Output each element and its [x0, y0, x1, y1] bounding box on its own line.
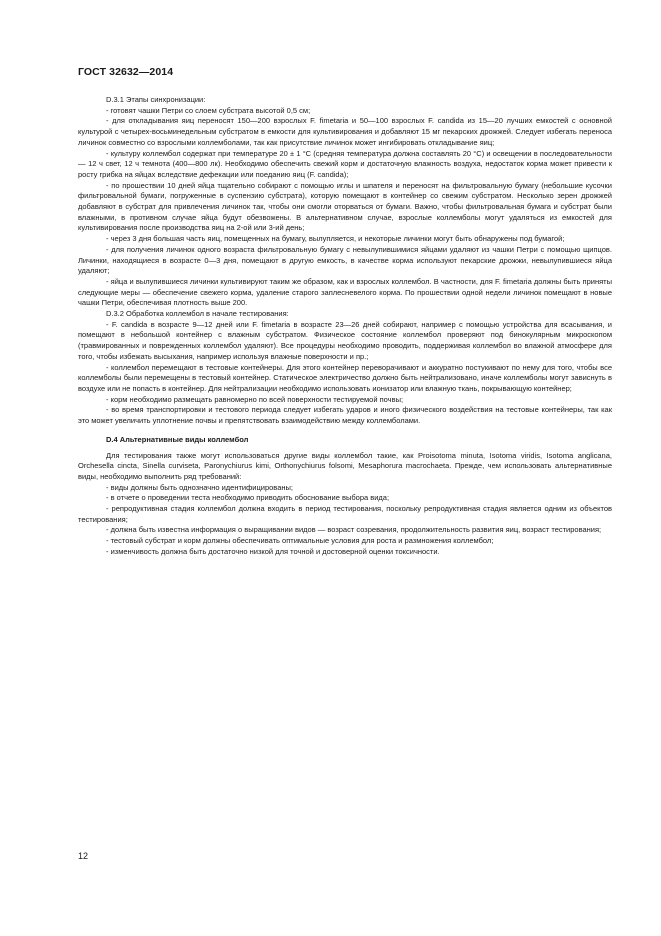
- list-item: - изменчивость должна быть достаточно низкой для точной и достоверной оценки токсичности.: [106, 546, 440, 556]
- list-item: - коллембол перемещают в тестовые контейнеры. Для этого контейнер переворачивают и аккуратно постукивают по нему для того, чтобы все коллемболы были перемещены в тестовый контейнер. Статическое электричество должно быть нейтрализовано, иначе коллемболы могут зависнуть в воздухе или не попасть в контейнер. Для нейтрализации необходимо использовать ионизатор или влажную ткань, покрывающую контейнер;: [78, 362, 612, 393]
- list-item: - культуру коллембол содержат при температуре 20 ± 1 °С (средняя температура должна составлять 20 °С) и освещении в последовательности — 12 ч свет, 12 ч темнота (400—800 лк). Необходимо обеспечить свежий корм и достаточную влажность воздуха, недостаток корма может привести к росту грибка на яйцах вследствие дефекации или поеданию яиц (F. candida);: [78, 148, 612, 179]
- list-item: - F. candida в возрасте 9—12 дней или F. fimetaria в возрасте 23—26 дней собирают, например с помощью устройства для всасывания, и помещают в небольшой контейнер с влажным субстратом. Физическое состояние коллембол проверяют под бинокулярным микроскопом (травмированных и поврежденных коллембол удаляют). Все процедуры необходимо проводить, поддерживая коллембол во влажной атмосфере для того, чтобы избежать высыхания, например используя влажные поверхности и пр.;: [78, 319, 612, 361]
- list-item: - корм необходимо размещать равномерно по всей поверхности тестируемой почвы;: [106, 394, 404, 404]
- section-heading: D.4 Альтернативные виды коллембол: [106, 434, 249, 444]
- list-item: - репродуктивная стадия коллембол должна входить в период тестирования, поскольку репродуктивная стадия является одним из объектов тестирования;: [78, 504, 612, 524]
- list-item: - для откладывания яиц переносят 150—200 взрослых F. fimetaria и 50—100 взрослых F. candida из 15—20 лучших емкостей с основной культурой с четырех-восьминедельным субстратом в емкости для культивирования и добавляют 15 мг пекарских дрожжей. Следует избегать переноса личинок совместно со взрослыми коллемболами, так как присутствие личинок может ингибировать откладывание яиц;: [78, 116, 612, 147]
- list-item: - в отчете о проведении теста необходимо приводить обоснование выбора вида;: [106, 493, 390, 503]
- list-item: - виды должны быть однозначно идентифицированы;: [106, 482, 293, 492]
- list-item: - яйца и вылупившиеся личинки культивируют таким же образом, как и взрослых коллембол. В частности, для F. fimetaria должны быть приняты следующие меры — обеспечение свежего корма, удаление старого заплесневелого корма. По прошествии одной недели личинок помещают в новые чашки Петри, обеспечивая плотность выше 200.: [78, 276, 612, 308]
- subsection-heading: D.3.2 Обработка коллембол в начале тестирования:: [106, 309, 289, 319]
- page-number: 12: [78, 851, 89, 861]
- document-header: ГОСТ 32632—2014: [78, 66, 174, 78]
- list-item: - во время транспортировки и тестового периода следует избегать ударов и иного физического воздействия на тестовые контейнеры, так как это может увеличить уплотнение почвы и препятствовать взаимодействию между коллемболами.: [78, 405, 612, 426]
- list-item: - для получения личинок одного возраста фильтровальную бумагу с невылупившимися яйцами удаляют из чашки Петри с помощью щипцов. Личинки, находящиеся в возрасте 0—3 дня, помещают в другую емкость, в качестве корма используют пекарские дрожжи, невылупившиеся яйца удаляют;: [78, 244, 612, 276]
- list-item: - должна быть известна информация о выращивании видов — возраст созревания, продолжительность развития яиц, возраст тестирования;: [106, 525, 602, 535]
- paragraph: Для тестирования также могут использоваться другие виды коллембол такие, как Proisotoma minuta, Isotoma viridis, Isotoma anglicana, Orchesella cincta, Sinella curviseta, Paronychiurus kimi, Orthonychiurus folsomi, Mesaphorura macrochaeta. Прежде, чем использовать альтернативные виды, необходимо выполнить ряд требований:: [78, 450, 612, 481]
- list-item: - через 3 дня большая часть яиц, помещенных на бумагу, вылупляется, и некоторые личинки могут быть обнаружены под бумагой;: [106, 234, 565, 244]
- subsection-heading: D.3.1 Этапы синхронизации:: [106, 95, 206, 104]
- list-item: - по прошествии 10 дней яйца тщательно собирают с помощью иглы и шпателя и переносят на фильтровальную бумагу (небольшие кусочки фильтровальной бумаги, погруженные в суспензию субстрата), которую помещают в контейнер со свежим субстратом. Несколько зерен дрожжей добавляют в субстрат для привлечения личинок так, чтобы они смогли оторваться от бумаги. Важно, чтобы фильтровальная бумага и субстрат были влажными, в противном случае яйца будут обезвожены. В альтернативном случае, взрослые коллемболы могут удаляться из емкостей для культивирования после производства яиц на 2-ой или 3-ий день;: [78, 180, 612, 233]
- list-item: - тестовый субстрат и корм должны обеспечивать оптимальные условия для роста и размножения коллембол;: [106, 536, 494, 546]
- list-item: - готовят чашки Петри со слоем субстрата высотой 0,5 см;: [106, 105, 311, 115]
- document-body: [78, 95, 612, 558]
